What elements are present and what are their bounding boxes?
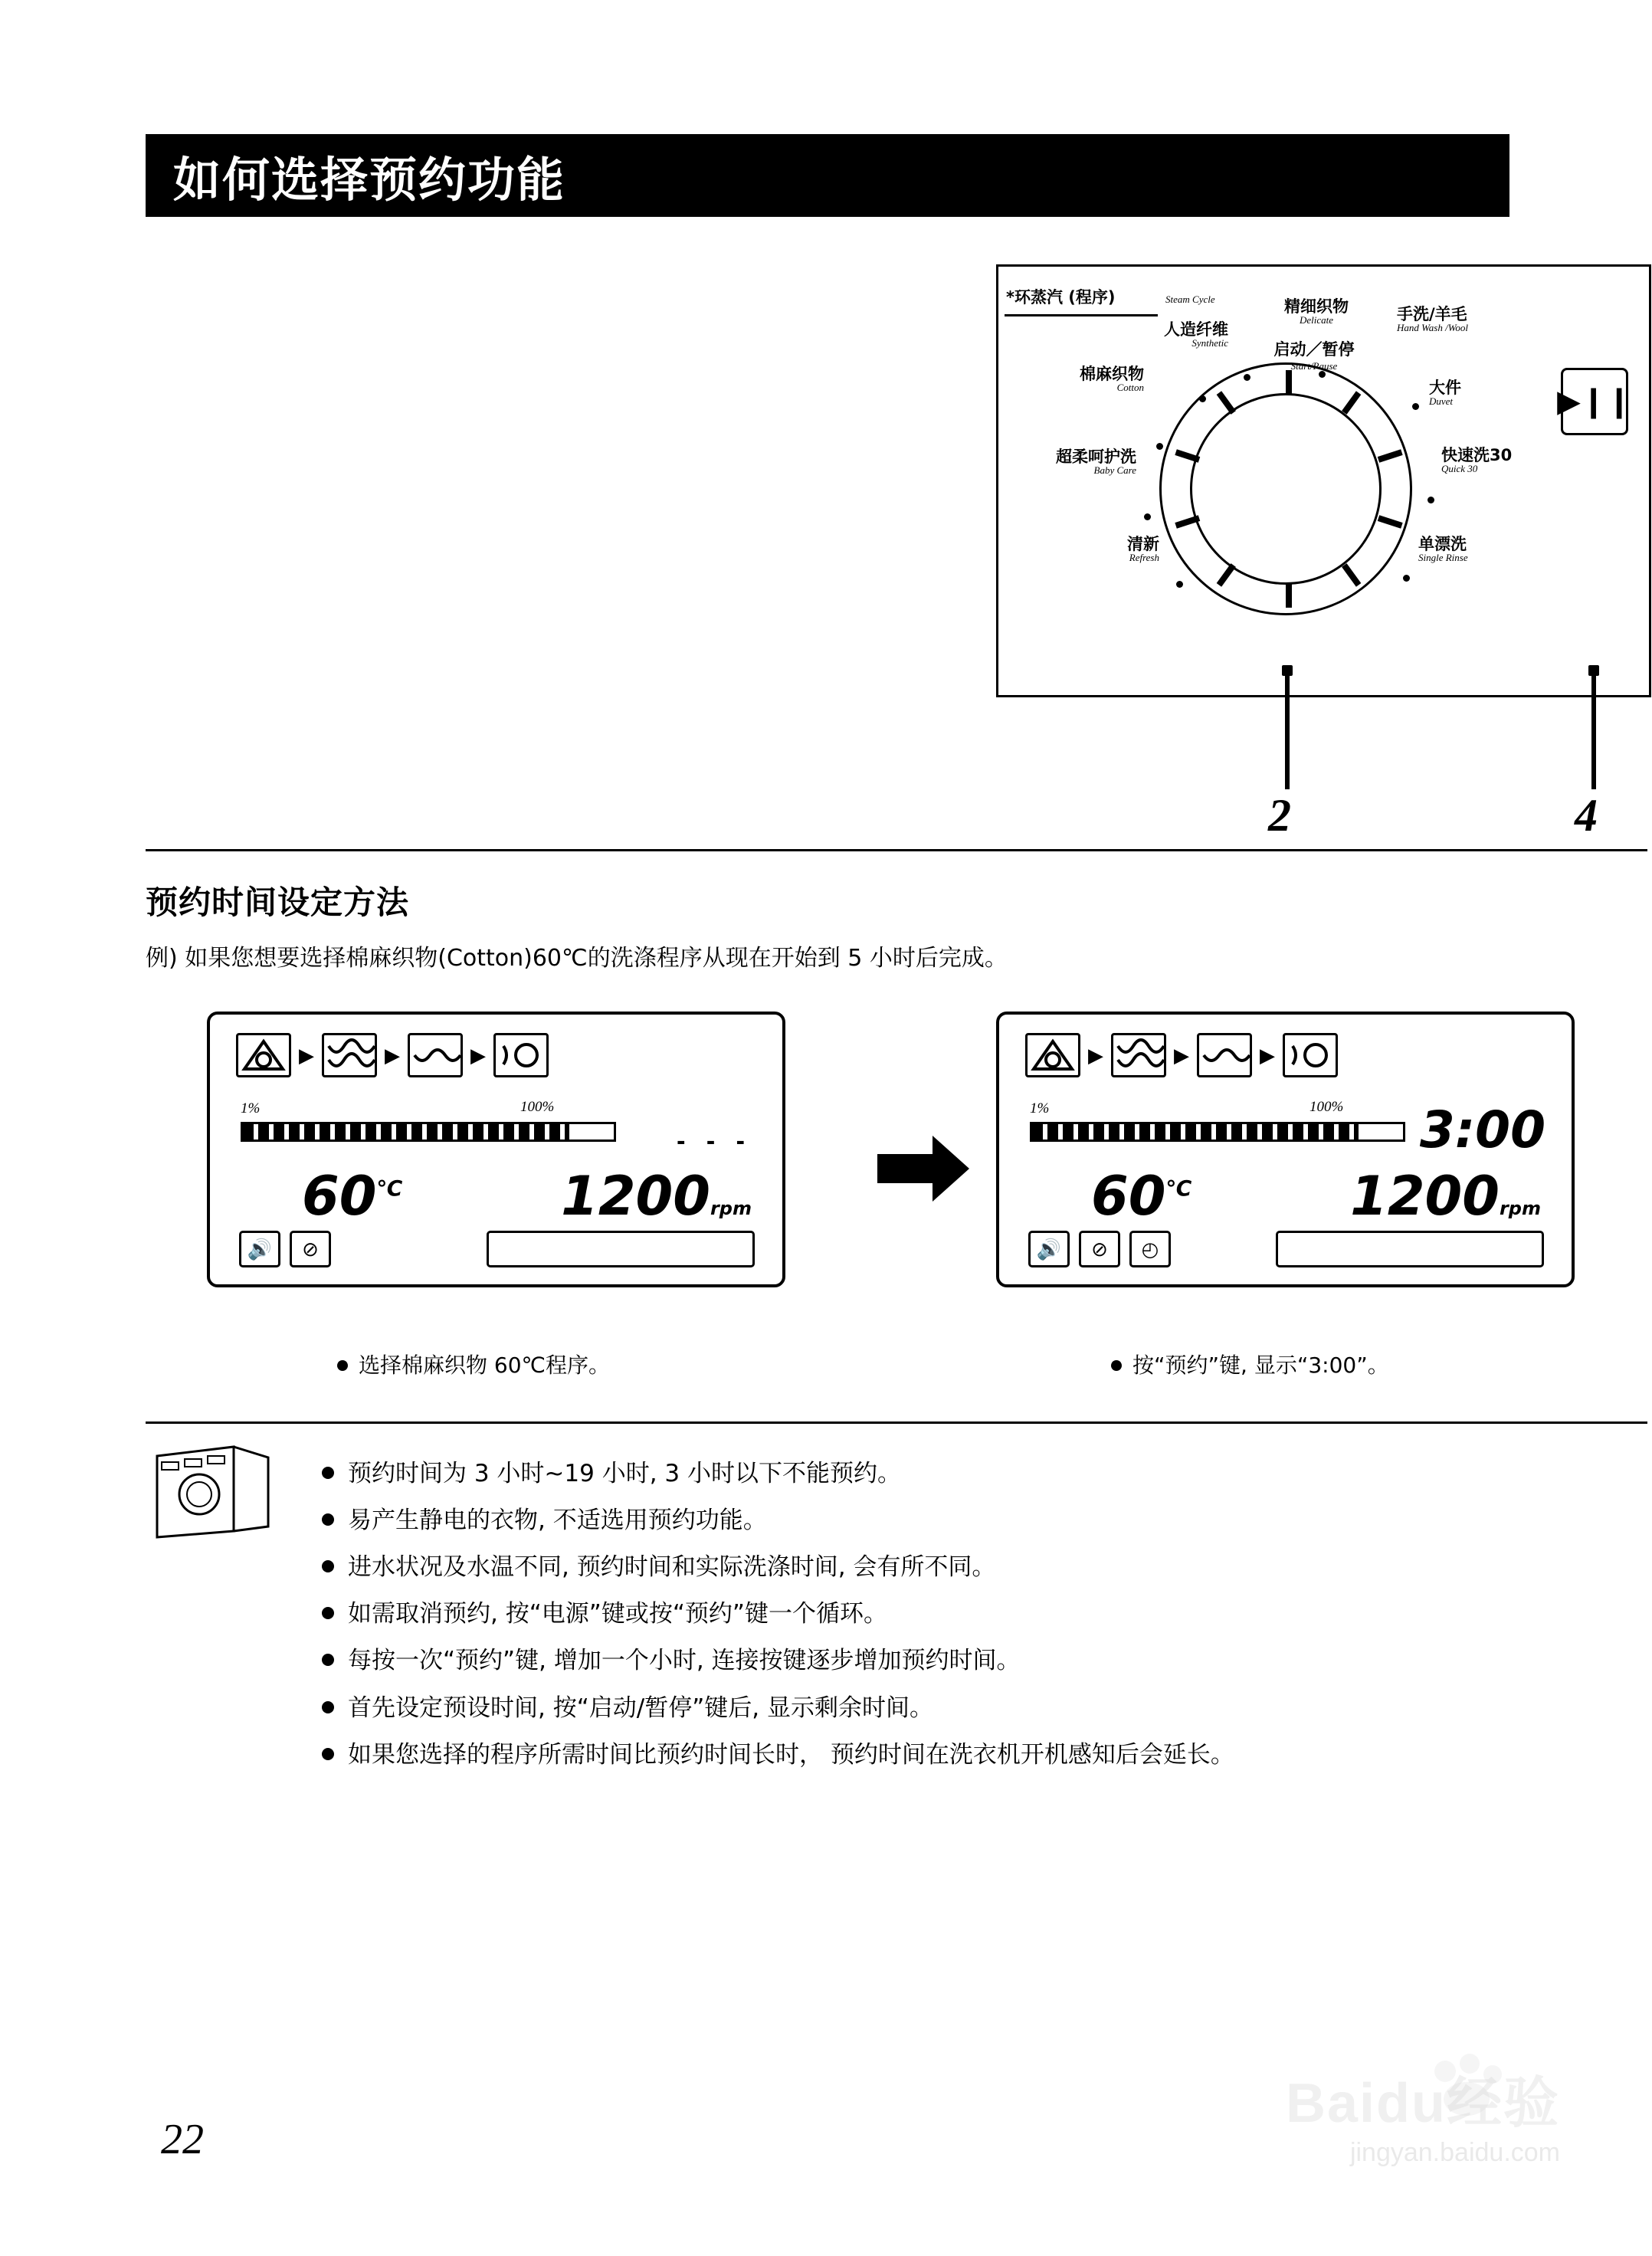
example-text: 例) 如果您想要选择棉麻织物(Cotton)60℃的洗涤程序从现在开始到 5 小时后完成。 xyxy=(146,945,1008,972)
page-title: 如何选择预约功能 xyxy=(173,151,566,208)
bar-max-label: 100% xyxy=(1309,1099,1344,1115)
dial-dot xyxy=(1176,581,1183,588)
status-icons xyxy=(239,1231,331,1267)
dial-label-cotton: 棉麻织物 Cotton xyxy=(1080,365,1144,393)
dial-label-single-rinse: 单漂洗 Single Rinse xyxy=(1418,535,1468,563)
bullet-icon xyxy=(322,1607,334,1619)
bullet-icon xyxy=(322,1467,334,1479)
steam-underline xyxy=(1005,314,1158,316)
dial-dot xyxy=(1427,497,1434,503)
dial-dot xyxy=(1244,374,1250,381)
watermark-line2: jingyan.baidu.com xyxy=(1349,2138,1560,2167)
bar-min-label: 1% xyxy=(1030,1100,1050,1117)
no-spin-icon: ⊘ xyxy=(1079,1231,1120,1267)
notes-list xyxy=(322,1456,1494,1784)
dial-dot xyxy=(1144,513,1151,520)
caption-left: 选择棉麻织物 60℃程序。 xyxy=(337,1349,610,1379)
list-item: 首先设定预设时间, 按“启动/暂停”键后, 显示剩余时间。 xyxy=(322,1690,1494,1726)
cycle-step-icons xyxy=(1025,1033,1338,1077)
list-item: 如果您选择的程序所需时间比预约时间长时， 预约时间在洗衣机开机感知后会延长。 xyxy=(322,1737,1494,1773)
status-icons xyxy=(1028,1231,1171,1267)
bullet-icon xyxy=(322,1513,334,1526)
dial-tick xyxy=(1286,583,1292,608)
list-item: 预约时间为 3 小时~19 小时, 3 小时以下不能预约。 xyxy=(322,1456,1494,1492)
lcd-display-after xyxy=(996,1012,1575,1287)
page-title-bar xyxy=(146,134,1509,217)
bar-min-label: 1% xyxy=(241,1100,261,1117)
watermark xyxy=(1286,2058,1560,2168)
temperature-display: 60℃ xyxy=(302,1165,403,1228)
dry-icon xyxy=(493,1033,549,1077)
dial-label-steam: *环蒸汽 (程序) xyxy=(1006,288,1116,307)
dial-label-refresh: 清新 Refresh xyxy=(1127,535,1159,563)
arrow-icon: ▶ xyxy=(1260,1044,1275,1067)
time-display: - - - xyxy=(677,1126,752,1156)
control-panel-illustration xyxy=(996,264,1651,697)
arrow-icon: ▶ xyxy=(1088,1044,1103,1067)
dial-dot xyxy=(1199,395,1206,402)
dry-icon xyxy=(1283,1033,1338,1077)
spin-icon xyxy=(1197,1033,1252,1077)
dial-label-handwash: 手洗/羊毛 Hand Wash /Wool xyxy=(1397,305,1468,333)
dial-tick xyxy=(1286,370,1292,395)
dial-dot xyxy=(1403,575,1410,582)
progress-bar xyxy=(241,1122,616,1142)
dial-label-quick30: 快速洗30 Quick 30 xyxy=(1441,446,1513,474)
dial-dot xyxy=(1156,443,1163,450)
display-slot xyxy=(1276,1231,1544,1267)
bullet-icon xyxy=(322,1748,334,1760)
callout-leader-line xyxy=(1285,674,1290,789)
bar-max-label: 100% xyxy=(520,1099,555,1115)
spin-speed-display: 1200rpm xyxy=(561,1165,752,1228)
callout-leader-line xyxy=(1591,674,1596,789)
section-divider-top xyxy=(146,849,1647,851)
dial-inner-ring xyxy=(1190,393,1382,585)
reserved-time-display: 3:00 xyxy=(1419,1100,1545,1159)
caption-right: 按“预约”键, 显示“3:00”。 xyxy=(1111,1349,1389,1379)
spin-icon xyxy=(408,1033,463,1077)
callout-4: 4 xyxy=(1575,790,1598,841)
list-item: 进水状况及水温不同, 预约时间和实际洗涤时间, 会有所不同。 xyxy=(322,1549,1494,1585)
washing-machine-icon xyxy=(142,1441,287,1540)
bullet-icon xyxy=(322,1701,334,1713)
list-item: 如需取消预约, 按“电源”键或按“预约”键一个循环。 xyxy=(322,1596,1494,1632)
wash-icon xyxy=(1025,1033,1080,1077)
sound-icon: 🔊 xyxy=(239,1231,280,1267)
cycle-step-icons xyxy=(236,1033,549,1077)
bullet-icon xyxy=(322,1560,334,1572)
arrow-icon: ▶ xyxy=(1174,1044,1189,1067)
lcd-display-before xyxy=(207,1012,785,1287)
dial-label-babycare: 超柔呵护洗 Baby Care xyxy=(1056,448,1136,476)
dial-label-synthetic: 人造纤维 Synthetic xyxy=(1164,320,1228,349)
play-pause-icon: ▶❙❙ xyxy=(1557,385,1632,418)
transition-arrow-icon xyxy=(877,1134,969,1203)
list-item: 每按一次“预约”键, 增加一个小时, 连接按键逐步增加预约时间。 xyxy=(322,1643,1494,1679)
arrow-icon: ▶ xyxy=(470,1044,486,1067)
rinse-icon xyxy=(1111,1033,1166,1077)
dial-label-delicate: 精细织物 Delicate xyxy=(1284,297,1349,326)
start-pause-label: 启动／暂停 Start/Pause xyxy=(1273,340,1355,372)
progress-bar xyxy=(1030,1122,1405,1142)
rinse-icon xyxy=(322,1033,377,1077)
arrow-icon: ▶ xyxy=(299,1044,314,1067)
display-slot xyxy=(487,1231,755,1267)
list-item: 易产生静电的衣物, 不适选用预约功能。 xyxy=(322,1503,1494,1539)
dial-dot xyxy=(1412,403,1419,410)
watermark-line1: Baidu经验 xyxy=(1285,2073,1560,2134)
no-spin-icon: ⊘ xyxy=(290,1231,331,1267)
timer-icon: ◴ xyxy=(1129,1231,1171,1267)
section-heading: 预约时间设定方法 xyxy=(146,884,410,921)
arrow-icon: ▶ xyxy=(385,1044,400,1067)
page-number: 22 xyxy=(161,2116,204,2163)
dial-label-steam-en: Steam Cycle xyxy=(1165,293,1215,305)
bullet-icon xyxy=(322,1654,334,1666)
title-bar-notch xyxy=(1509,134,1520,217)
sound-icon: 🔊 xyxy=(1028,1231,1070,1267)
spin-speed-display: 1200rpm xyxy=(1350,1165,1541,1228)
wash-icon xyxy=(236,1033,291,1077)
callout-2: 2 xyxy=(1268,790,1291,841)
temperature-display: 60℃ xyxy=(1091,1165,1192,1228)
start-pause-button[interactable] xyxy=(1557,368,1632,435)
bullet-icon xyxy=(337,1360,348,1371)
dial-label-duvet: 大件 Duvet xyxy=(1429,379,1461,407)
section-divider-bottom xyxy=(146,1421,1647,1424)
bullet-icon xyxy=(1111,1360,1122,1371)
